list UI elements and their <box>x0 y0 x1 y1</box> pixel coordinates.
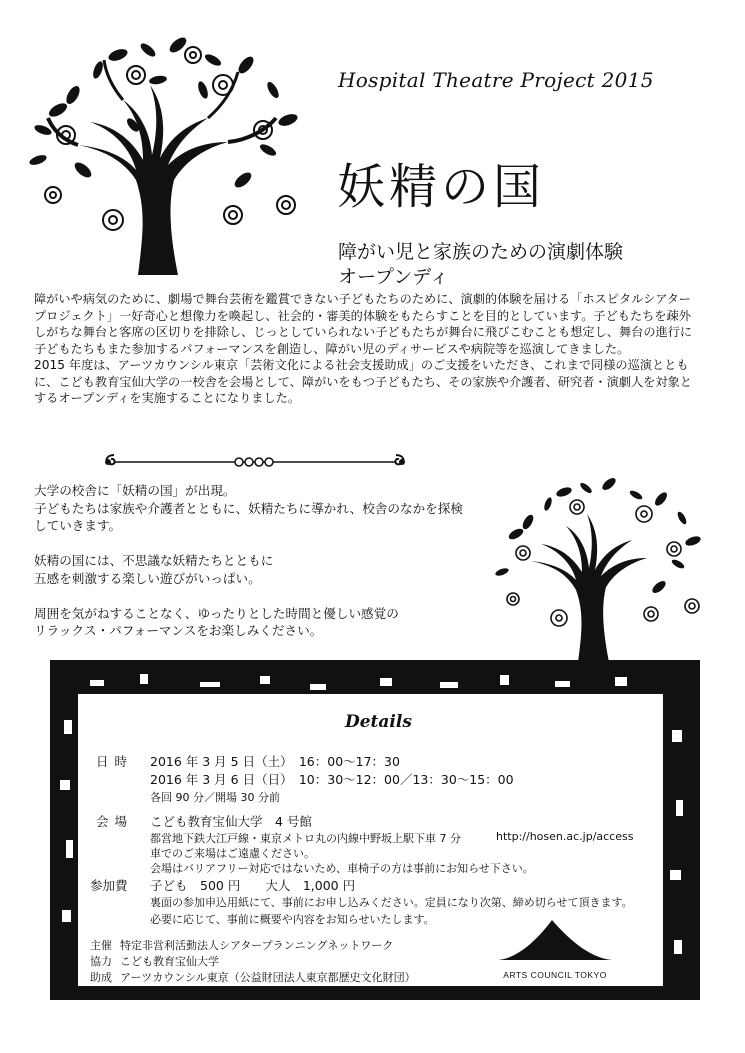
body-line: リラックス・パフォーマンスをお楽しみください。 <box>34 623 323 638</box>
venue-label: 会場 <box>96 814 134 829</box>
date-note: 各回 90 分／開場 30 分前 <box>150 791 280 804</box>
description-text <box>34 482 494 657</box>
venue-name: こども教育宝仙大学 4 号館 <box>150 814 312 829</box>
fee-label: 参加費 <box>90 878 128 893</box>
main-title: 妖精の国 <box>337 159 546 215</box>
body-line: 周囲を気がねすることなく、ゆったりとした時間と優しい感覚の <box>34 605 399 621</box>
mountain-icon <box>490 918 620 962</box>
fee-values: 子ども 500 円 大人 1,000 円 <box>150 878 356 893</box>
intro-line: しがちな舞台と客席の区切りを排除し、じっとしていられない子どもたちが舞台に飛びこむことも想定し、舞台の進行に <box>34 325 693 339</box>
tree-illustration-large <box>18 30 318 275</box>
cooperation: こども教育宝仙大学 <box>120 955 219 968</box>
intro-line: に、こども教育宝仙大学の一校舎を会場として、障がいをもつ子どもたち、その家族や介護者、研究者・演劇人を対象と <box>34 374 692 389</box>
intro-paragraph <box>34 291 714 407</box>
intro-line: するオープンディを実施することになりました。 <box>34 391 301 405</box>
fee-note-2: 必要に応じて、事前に概要や内容をお知らせいたします。 <box>150 913 435 926</box>
venue-access: 都営地下鉄大江戸線・東京メトロ丸の内線中野坂上駅下車 7 分 <box>150 832 461 845</box>
cooperation-label: 協力 <box>90 955 112 968</box>
body-line: 五感を刺激する楽しい遊びがいっぱい。 <box>34 570 261 586</box>
date-line-1: 2016 年 3 月 5 日（土） 16：00〜17：30 <box>150 754 400 769</box>
intro-line: 障がいや病気のために、劇場で舞台芸術を鑑賞できない子どもたちのために、演劇的体験を届ける「ホスピタルシアター <box>34 292 691 306</box>
arts-council-tokyo-logo <box>490 918 620 978</box>
ornament-divider <box>100 452 410 472</box>
date-line-2: 2016 年 3 月 6 日（日） 10：30〜12：00／13：30〜15：00 <box>150 772 514 787</box>
venue-barrier-note: 会場はバリアフリー対応ではないため、車椅子の方は事前にお知らせ下さい。 <box>150 862 534 875</box>
intro-line: 2015 年度は、アーツカウンシル東京「芸術文化による社会支援助成」のご支援をいただき、これまで同様の巡演ととも <box>34 358 689 372</box>
body-line: 子どもたちは家族や介護者とともに、妖精たちに導かれ、校舎のなかを探検 <box>34 500 463 516</box>
intro-line: 子どもたちもまた参加するパフォーマンスを創造し、障がい児のディサービスや病院等を巡演してきました。 <box>34 341 630 356</box>
support: アーツカウンシル東京（公益財団法人東京都歴史文化財団） <box>120 971 416 984</box>
support-label: 助成 <box>90 971 112 984</box>
subtitle-line1: 障がい児と家族のための演劇体験 <box>338 241 624 263</box>
datetime-label: 日時 <box>96 754 134 769</box>
subtitle-line2: オープンディ <box>338 266 449 288</box>
project-title: Hospital Theatre Project 2015 <box>338 68 654 92</box>
venue-car-note: 車でのご来場はご遠慮ください。 <box>150 847 315 860</box>
body-line: 大学の校舎に「妖精の国」が出現。 <box>34 483 236 498</box>
organizer-label: 主催 <box>90 939 112 952</box>
intro-line: プロジェクト」一好奇心と想像力を喚起し、社会的・審美的体験をもたらすことを目的としています。子どもたちを疎外 <box>34 308 691 323</box>
body-line: 妖精の国には、不思議な妖精たちとともに <box>34 553 274 568</box>
details-title: Details <box>345 712 412 732</box>
venue-url-link[interactable]: http://hosen.ac.jp/access <box>496 830 634 843</box>
organizer: 特定非営利活動法人シアタープランニングネットワーク <box>120 939 394 952</box>
logo-text: ARTS COUNCIL TOKYO <box>503 970 607 980</box>
fee-note-1: 裏面の参加申込用紙にて、事前にお申し込みください。定員になり次第、締め切らせて頂きます。 <box>150 896 633 909</box>
tree-illustration-small <box>486 472 716 662</box>
body-line: していきます。 <box>34 518 122 533</box>
